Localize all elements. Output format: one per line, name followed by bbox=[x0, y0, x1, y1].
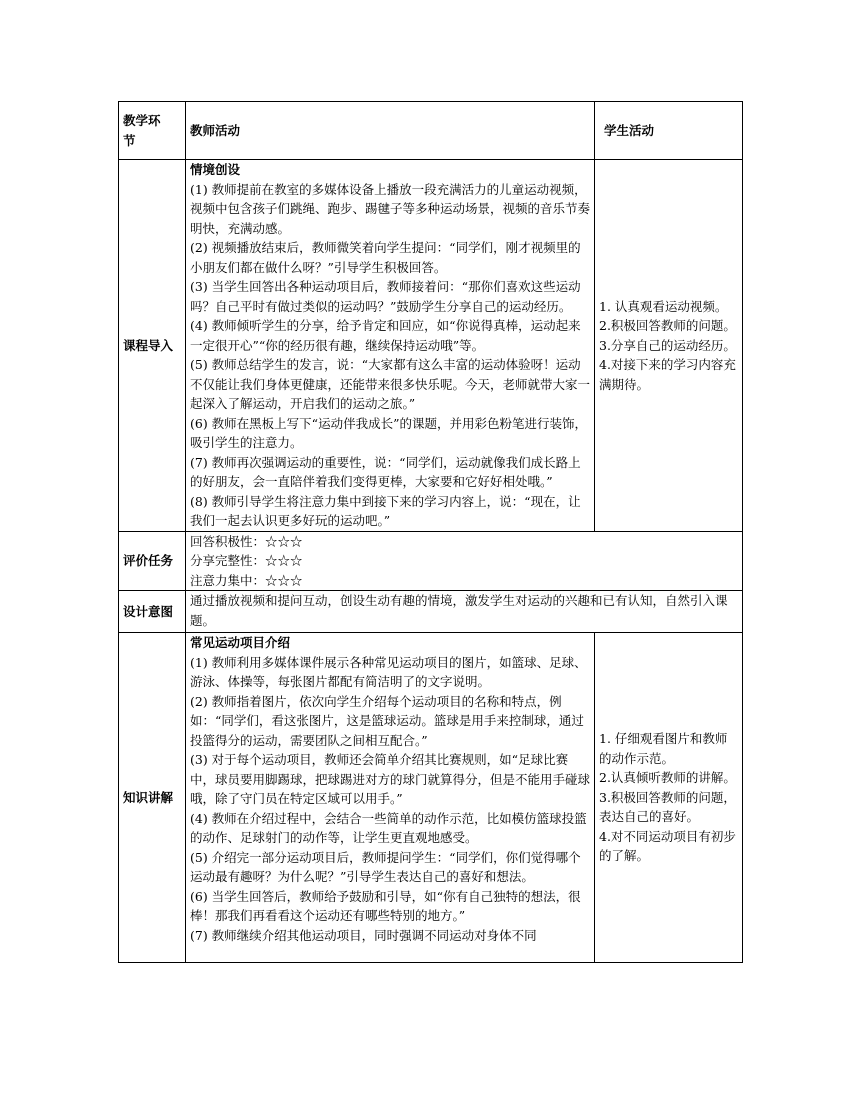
intro-teacher-item-7: (7) 教师再次强调运动的重要性，说：“同学们，运动就像我们成长路上的好朋友，会一直陪伴着我们变得更棒，大家要和它好好相处哦。” bbox=[190, 454, 581, 489]
intro-row bbox=[119, 160, 743, 532]
knowledge-teacher-item-7: (7) 教师继续介绍其他运动项目，同时强调不同运动对身体不同 bbox=[190, 927, 537, 943]
knowledge-teacher-item-5: (5) 介绍完一部分运动项目后，教师提问学生：“同学们，你们觉得哪个运动最有趣呀？为什么呢？”引导学生表达自己的喜好和想法。 bbox=[190, 849, 581, 884]
knowledge-student-item-1: 1. 仔细观看图片和教师的动作示范。 bbox=[599, 731, 728, 766]
knowledge-student-item-2: 2.认真倾听教师的讲解。 bbox=[599, 770, 736, 786]
header-teacher: 教师活动 bbox=[186, 102, 595, 160]
knowledge-teacher-item-2: (2) 教师指着图片，依次向学生介绍每个运动项目的名称和特点，例如：“同学们，看这张图片，这是篮球运动。篮球是用手来控制球，通过投篮得分的运动，需要团队之间相互配合。” bbox=[190, 693, 584, 748]
evaluation-item-2: 分享完整性：☆☆☆ bbox=[190, 553, 303, 568]
intro-student-cell bbox=[595, 160, 743, 532]
intro-teacher-cell bbox=[186, 160, 595, 532]
knowledge-student-item-4: 4.对不同运动项目有初步的了解。 bbox=[599, 828, 736, 864]
knowledge-student-item-3: 3.积极回答教师的问题，表达自己的喜好。 bbox=[599, 789, 736, 825]
intro-teacher-item-6: (6) 教师在黑板上写下“运动伴我成长”的课题，并用彩色粉笔进行装饰，吸引学生的注意力。 bbox=[190, 415, 587, 450]
knowledge-teacher-item-4: (4) 教师在介绍过程中，会结合一些简单的动作示范，比如模仿篮球投篮的动作、足球射门的动作等，让学生更直观地感受。 bbox=[190, 810, 587, 845]
knowledge-teacher-item-3: (3) 对于每个运动项目，教师还会简单介绍其比赛规则，如“足球比赛中，球员要用脚踢球，把球踢进对方的球门就算得分，但是不能用手碰球哦，除了守门员在特定区域可以用手。” bbox=[190, 752, 590, 806]
intro-teacher-item-8: (8) 教师引导学生将注意力集中到接下来的学习内容上，说：“现在，让我们一起去认识更多好玩的运动吧。” bbox=[190, 493, 581, 528]
intro-student-item-4: 4.对接下来的学习内容充满期待。 bbox=[599, 357, 736, 392]
intro-student-item-1: 1. 认真观看运动视频。 bbox=[599, 298, 728, 314]
knowledge-section-title: 常见运动项目介绍 bbox=[190, 635, 291, 650]
intro-teacher-item-3: (3) 当学生回答出各种运动项目后，教师接着问：“那你们喜欢这些运动吗？自己平时有做过类似的运动吗？”鼓励学生分享自己的运动经历。 bbox=[190, 279, 581, 314]
knowledge-teacher-cell bbox=[186, 633, 595, 963]
evaluation-cell bbox=[186, 531, 743, 591]
intro-teacher-item-4: (4) 教师倾听学生的分享，给予肯定和回应，如“你说得真棒，运动起来一定很开心”“你的经历很有趣，继续保持运动哦”等。 bbox=[190, 318, 581, 353]
knowledge-row bbox=[119, 633, 743, 963]
evaluation-row bbox=[119, 531, 743, 591]
design-row bbox=[119, 591, 743, 633]
header-row bbox=[119, 102, 743, 160]
design-stage: 设计意图 bbox=[119, 591, 186, 633]
intro-teacher-item-1: (1) 教师提前在教室的多媒体设备上播放一段充满活力的儿童运动视频，视频中包含孩子们跳绳、跑步、踢毽子等多种运动场景，视频的音乐节奏明快，充满动感。 bbox=[190, 181, 591, 236]
knowledge-teacher-content bbox=[190, 633, 590, 962]
knowledge-stage: 知识讲解 bbox=[119, 633, 186, 963]
header-stage: 教学环节 bbox=[119, 102, 186, 160]
evaluation-item-3: 注意力集中：☆☆☆ bbox=[190, 572, 303, 588]
knowledge-teacher-item-1: (1) 教师利用多媒体课件展示各种常见运动项目的图片，如篮球、足球、游泳、体操等，每张图片都配有简洁明了的文字说明。 bbox=[190, 654, 587, 689]
header-student: 学生活动 bbox=[595, 102, 743, 160]
intro-student-item-3: 3.分享自己的运动经历。 bbox=[599, 337, 736, 353]
lesson-plan-table bbox=[118, 101, 743, 963]
knowledge-student-cell bbox=[595, 633, 743, 963]
intro-section-title: 情境创设 bbox=[190, 162, 241, 177]
design-text: 通过播放视频和提问互动，创设生动有趣的情境，激发学生对运动的兴趣和已有认知，自然引入课题。 bbox=[186, 591, 743, 633]
knowledge-teacher-item-6: (6) 当学生回答后，教师给予鼓励和引导，如“你有自己独特的想法，很棒！那我们再看看这个运动还有哪些特别的地方。” bbox=[190, 888, 581, 923]
evaluation-item-1: 回答积极性：☆☆☆ bbox=[190, 533, 303, 549]
evaluation-stage: 评价任务 bbox=[119, 531, 186, 591]
intro-teacher-item-2: (2) 视频播放结束后，教师微笑着向学生提问：“同学们，刚才视频里的小朋友们都在做什么呀？”引导学生积极回答。 bbox=[190, 240, 581, 275]
intro-student-item-2: 2.积极回答教师的问题。 bbox=[599, 318, 736, 333]
intro-teacher-item-5: (5) 教师总结学生的发言，说：“大家都有这么丰富的运动体验呀！运动不仅能让我们身体更健康，还能带来很多快乐呢。今天，老师就带大家一起深入了解运动，开启我们的运动之旅。” bbox=[190, 357, 591, 411]
intro-stage: 课程导入 bbox=[119, 160, 186, 532]
